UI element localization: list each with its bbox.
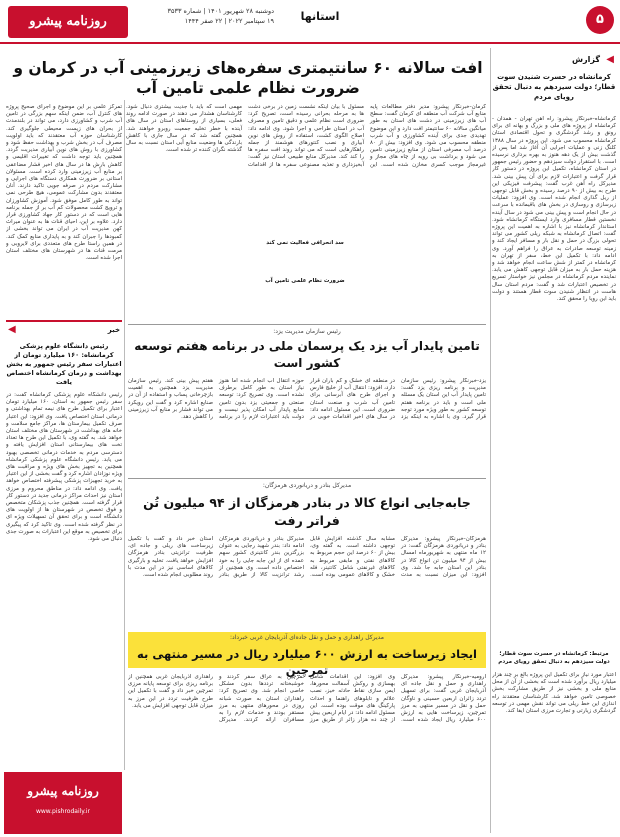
report-body: کرمانشاه-خبرنگار پیشرو: راه آهن تهران - همدان - کرمانشاه از پروژه های ملی و بزرگ و بهانه ای برای رونق و رشد گردشگری و تحول اقتصادی استان کرمانشاه محسوب می شود. این پروژه در سال ۱۳۸۸ کلنگ زنی و عملیات اجرایی آن آغاز شد اما پس از گذشت بیش از یک دهه هنوز به بهره برداری نرسیده است. با استقرار دولت سیزدهم و حضور رئیس جمهور در استان کرمانشاه، تکمیل این پروژه در دستور کار قرار گرفت و اعتبارات لازم برای آن پیش بینی شد. مدیرکل راه آهن غرب گفت: پیشرفت فیزیکی این طرح به بیش از ۹۰ درصد رسیده و بخش قابل توجهی از ریل گذاری انجام شده است. وی افزود: عملیات زیرسازی و روسازی در بخش های باقیمانده با سرعت در حال انجام است و پیش بینی می شود در سال آینده نخستین قطار مسافری وارد ایستگاه کرمانشاه شود. استاندار کرمانشاه نیز با اشاره به اهمیت این پروژه گفت: اتصال کرمانشاه به شبکه ریلی کشور می تواند تحولی بزرگ در حمل و نقل بار و مسافر ایجاد کند و زمینه توسعه صادرات به عراق را فراهم آورد. وی ادامه داد: با تکمیل این خط، سفر از تهران به کرمانشاه در کمتر از شش ساعت انجام خواهد شد و هزینه حمل بار به میزان قابل توجهی کاهش می یابد. نماینده مردم کرمانشاه در مجلس نیز خواستار تسریع در تخصیص اعتبارات شد و گفت: مردم استان سال هاست در انتظار شنیدن سوت قطار هستند و دولت باید این رویا را محقق کند.	[492, 116, 616, 303]
date-line-2: ۱۹ سپتامبر ۲۰۲۲ | ۲۲ صفر ۱۴۴۴	[184, 17, 274, 25]
yazd-kicker: رئیس سازمان مدیریت یزد:	[273, 328, 341, 335]
report-body-2: اعتبار مورد نیاز برای تکمیل این پروژه بالغ بر چند هزار میلیارد ریال برآورد شده است که بخشی از آن از محل منابع ملی و بخشی نیز از طریق مشارکت بخش خصوصی تامین خواهد شد. کارشناسان معتقدند راه اندازی این خط ریلی می تواند نقش مهمی در توسعه گردشگری زیارتی و تجارت مرزی استان ایفا کند.	[492, 672, 616, 715]
hormozgan-body: هرمزگان-خبرنگار پیشرو: مدیرکل بنادر و دریانوردی هرمزگان گفت: در ۱۲ ماه منتهی به شهریورماه امسال بیش از ۹۴ میلیون تن انواع کالا در بنادر این استان جابه جا شد. وی افزود: این میزان نسبت به مدت مشابه سال گذشته افزایش قابل توجهی داشته است. به گفته وی، بیش از ۶۰ درصد این حجم مربوط به کالاهای نفتی و مابقی مربوط به کالاهای غیرنفتی شامل کانتینر، فله خشک و کالاهای عمومی بوده است. مدیرکل بنادر و دریانوردی هرمزگان ادامه داد: بندر شهید رجایی به عنوان بزرگترین بندر کانتینری کشور سهم عمده ای از این جابه جایی را به خود اختصاص داده است. وی همچنین از رشد ترانزیت کالا از طریق بنادر استان خبر داد و گفت با تکمیل زیرساخت های ریلی و جاده ای، ظرفیت ترانزیتی بنادر هرمزگان افزایش خواهد یافت. تخلیه و بارگیری کالاهای اساسی نیز در این مدت با روند مطلوبی انجام شده است.	[128, 536, 486, 579]
newspaper-logo[interactable]: روزنامه پیشرو	[8, 6, 128, 38]
report-tag-label: گزارش	[571, 55, 600, 64]
tamarchin-kicker: مدیرکل راهداری و حمل و نقل جاده‌ای آذربایجان غربی خبرداد:	[229, 634, 385, 641]
news-tag	[6, 324, 122, 338]
report-subhead: مرتبط: کرمانشاه در حسرت سوت قطار؛ دولت سیزدهم به دنبال تحقق رویای مردم	[498, 651, 610, 665]
report-headline[interactable]: کرمانشاه در حسرت شنیدن سوت قطار؛ دولت سیزدهم به دنبال تحقق رویای مردم	[492, 73, 616, 101]
issue-date	[134, 6, 274, 26]
footer-logo[interactable]	[4, 772, 122, 834]
hormozgan-headline[interactable]: جابه‌جایی انواع کالا در بنادر هرمزگان از ۹۴ میلیون تُن فراتر رفت	[143, 495, 471, 528]
news-body: رئیس دانشگاه علوم پزشکی کرمانشاه گفت: در سفر رئیس جمهور به استان، ۱۶۰ میلیارد تومان اعتبار برای تکمیل طرح های نیمه تمام بهداشتی و درمانی استان اختصاص یافت. وی افزود: این اعتبار صرف تکمیل بیمارستان ها، مراکز جامع سلامت و خانه های بهداشت در شهرستان های مختلف استان خواهد شد. به گفته وی، با تکمیل این طرح ها تعداد تخت های بیمارستانی استان افزایش یافته و دسترسی مردم به خدمات درمانی تخصصی بهبود می یابد. رئیس دانشگاه علوم پزشکی کرمانشاه همچنین به تجهیز بخش های ویژه و مراقبت های ویژه نوزادان اشاره کرد و گفت بخشی از این اعتبار به خرید تجهیزات پزشکی پیشرفته اختصاص خواهد یافت. وی ادامه داد: در مناطق محروم و مرزی استان نیز احداث مراکز درمانی جدید در دستور کار قرار گرفته است. همچنین جذب پزشکان متخصص و فوق تخصص در شهرستان ها از اولویت های دانشگاه است و برای تحقق آن تسهیلات ویژه ای در نظر گرفته شده است. وی تاکید کرد که پیگیری برای تخصیص به موقع این اعتبارات به صورت جدی دنبال می شود.	[6, 392, 122, 543]
yazd-headline[interactable]: تامین پایدار آب یزد یک پرسمان ملی در برنامه هفتم توسعه کشور است	[134, 339, 480, 370]
section-title: استانها	[300, 10, 340, 23]
tamarchin-headline[interactable]: ایجاد زیرساخت به ارزش ۶۰۰ میلیارد ریال در مسیر منتهی به تمرچین	[137, 647, 477, 677]
column-divider-news	[124, 320, 125, 770]
arrow-icon: ◀	[606, 54, 614, 65]
news-headline[interactable]: رئیس دانشگاه علوم پزشکی کرمانشاه: ۱۶۰ میلیارد تومان از اعتبارات سفر رئیس جمهور به بخش بهداشت و درمان کرمانشاه اختصاص یافت	[6, 342, 122, 386]
left-column-body: تمرکز علمی بر این موضوع و اجرای صحیح پروژه های کنترل آب، ضمن اینکه سهم بزرگی در تامین آب شرب و کشاورزی دارد، می تواند در بلندمدت از بحران های زیست محیطی جلوگیری کند. کارشناسان حوزه آب معتقدند که باید اولویت مصرف آب در بخش شرب و بهداشت حفظ شود و کشاورزی با روش های نوین آبیاری مدیریت گردد. همچنین باید توجه داشت که تغییرات اقلیمی و کاهش بارش ها در سال های اخیر فشار مضاعفی بر منابع آب زیرزمینی وارد کرده است. مسئولان استانی بر ضرورت همکاری دستگاه های اجرایی و مشارکت مردم در صرفه جویی تاکید دارند. آنان معتقدند بدون مشارکت عمومی، هیچ طرحی نمی تواند به طور کامل موفق شود. آموزش کشاورزان و ترویج کشت محصولات کم آب بر از جمله برنامه هایی است که در دستور کار جهاد کشاورزی قرار دارد. علاوه بر این، احیای قنات ها به عنوان میراث کهن مدیریت آب در ایران می تواند بخشی از کمبودها را جبران کند و به پایداری منابع کمک کند. در همین راستا طرح های متعددی برای لایروبی و مرمت قنات ها در شهرستان های مختلف استان اجرا شده است.	[6, 104, 122, 262]
masthead	[0, 0, 620, 44]
hormozgan-kicker: مدیرکل بنادر و دریانوردی هرمزگان:	[262, 482, 352, 489]
lead-subhead-1: سد انحرافی فعالیت نمی کند	[266, 240, 344, 246]
story-divider	[128, 478, 486, 479]
column-divider	[490, 48, 491, 833]
story-divider	[128, 324, 486, 325]
lead-subhead-2: ضرورت نظام علمی تامین آب	[265, 278, 345, 284]
lead-body: کرمان-خبرنگار پیشرو: مدیر دفتر مطالعات پایه منابع آب شرکت آب منطقه ای کرمان گفت: سطح آب های زیرزمینی در دشت های استان به طور میانگین سالانه ۶۰ سانتیمتر افت دارد و این موضوع تهدیدی جدی برای آینده کشاورزی و آب شرب منطقه محسوب می شود. وی افزود: بیش از ۸۰ درصد آب مصرفی استان از منابع زیرزمینی تامین می شود و برداشت بی رویه از چاه های مجاز و غیرمجاز موجب کسری مخازن شده است. این مسئول با بیان اینکه نشست زمین در برخی دشت ها به مرحله بحرانی رسیده است، تصریح کرد: ضروری است نظام علمی و دقیق تامین و مصرف آب در استان طراحی و اجرا شود. وی ادامه داد: اصلاح الگوی کشت، استفاده از روش های نوین آبیاری و نصب کنتورهای هوشمند از جمله راهکارهایی است که می تواند روند افت سفره ها را کند کند. مدیرکل منابع طبیعی استان نیز گفت: آبخیزداری و تغذیه مصنوعی سفره ها از اقدامات مهمی است که باید با جدیت بیشتری دنبال شود. کارشناسان هشدار می دهند در صورت ادامه روند فعلی، بسیاری از روستاهای استان در سال های آینده با خطر تخلیه جمعیت روبرو خواهند شد. همچنین گفته شد که در سال جاری با کاهش بارندگی ها وضعیت منابع آبی استان نسبت به سال گذشته نگران کننده تر شده است.	[126, 104, 486, 168]
yazd-body: یزد-خبرنگار پیشرو: رئیس سازمان مدیریت و برنامه ریزی یزد گفت: تامین پایدار آب این استان یک مسئله ملی است و باید در برنامه هفتم توسعه کشور به طور ویژه مورد توجه قرار گیرد. وی با اشاره به اینکه یزد در منطقه ای خشک و کم باران قرار دارد، افزود: انتقال آب از خلیج فارس و اجرای طرح های آبرسانی برای تامین آب شرب و صنعت استان ضروری است. این مسئول ادامه داد: در سال های اخیر اقدامات خوبی در حوزه انتقال آب انجام شده اما هنوز نیاز استان به طور کامل برطرف نشده است. وی تصریح کرد: توسعه صنعتی و جمعیتی یزد بدون تامین منابع پایدار آب امکان پذیر نیست و دولت باید اعتبارات لازم را در برنامه هفتم پیش بینی کند. رئیس سازمان مدیریت یزد همچنین به اهمیت بازچرخانی پساب و استفاده از آن در صنایع اشاره کرد و گفت این رویکرد می تواند فشار بر منابع آب زیرزمینی را کاهش دهد.	[128, 378, 486, 421]
footer-logo-text: روزنامه پیشرو	[27, 784, 99, 798]
news-tag-label: خبر	[107, 326, 120, 334]
date-line-1: دوشنبه ۲۸ شهریور ۱۴۰۱ | شماره ۳۵۳۳	[167, 7, 274, 15]
page-number: ۵	[586, 6, 614, 34]
footer-url[interactable]: www.pishrodaily.ir	[35, 808, 91, 815]
news-rule	[6, 320, 122, 322]
report-tag	[492, 52, 616, 72]
column-divider-left	[124, 100, 125, 320]
tamarchin-body: ارومیه-خبرنگار پیشرو: مدیرکل راهداری و حمل و نقل جاده ای آذربایجان غربی گفت: برای تسهیل تردد زائران اربعین حسینی و ناوگان حمل و نقل در مسیر منتهی به مرز تمرچین، زیرساخت هایی به ارزش ۶۰۰ میلیارد ریال ایجاد شده است. وی افزود: این اقدامات شامل بهسازی و روکش آسفالت محورها، ایمن سازی نقاط حادثه خیز، نصب علائم و تابلوهای راهنما و احداث پارکینگ های موقت بوده است. این مسئول ادامه داد: در ایام اربعین بیش از چند ده هزار زائر از طریق مرز تمرچین به عراق سفر کردند و خوشبختانه ترددها بدون مشکل خاصی انجام شد. وی تصریح کرد: راهداران استان به صورت شبانه روزی در محورهای منتهی به مرز مستقر بودند و خدمات لازم را به مسافران ارائه کردند. مدیرکل راهداری آذربایجان غربی همچنین از برنامه ریزی برای توسعه پایانه مرزی تمرچین خبر داد و گفت با تکمیل این طرح ظرفیت تردد در این مرز به میزان قابل توجهی افزایش می یابد.	[128, 674, 486, 724]
lead-headline[interactable]: افت سالانه ۶۰ سانتیمتری سفره‌های زیرزمینی آب در کرمان و ضرورت نظام علمی تامین آب	[13, 59, 483, 97]
arrow-icon: ◀	[8, 324, 16, 335]
